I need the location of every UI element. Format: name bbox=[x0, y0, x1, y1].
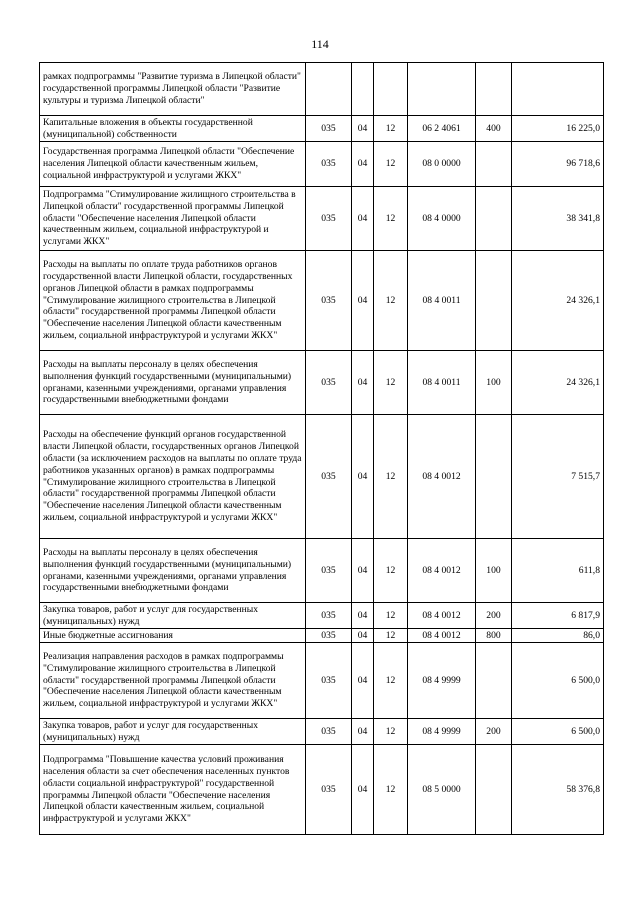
expense-type bbox=[476, 251, 512, 351]
section-code bbox=[352, 63, 374, 116]
table-row bbox=[40, 142, 604, 187]
target-article: 08 4 0011 bbox=[408, 251, 476, 351]
target-article: 08 5 0000 bbox=[408, 745, 476, 835]
admin-code: 035 bbox=[306, 745, 352, 835]
subsection-code: 12 bbox=[374, 187, 408, 251]
section-code: 04 bbox=[352, 603, 374, 629]
expense-type bbox=[476, 745, 512, 835]
subsection-code: 12 bbox=[374, 415, 408, 539]
admin-code: 035 bbox=[306, 539, 352, 603]
expense-type bbox=[476, 63, 512, 116]
target-article: 08 4 0012 bbox=[408, 539, 476, 603]
expense-type: 400 bbox=[476, 116, 512, 142]
amount: 58 376,8 bbox=[512, 745, 604, 835]
row-name: Подпрограмма "Повышение качества условий проживания населения области за счет обеспечения населенных пунктов области социальной инфраструктурой" государственной программы Липецкой области "Обеспечение населения Липецкой области качественным жильем, социальной инфраструктурой и услугами ЖКХ" bbox=[40, 745, 306, 835]
admin-code: 035 bbox=[306, 719, 352, 745]
budget-table bbox=[39, 62, 604, 835]
section-code: 04 bbox=[352, 539, 374, 603]
admin-code bbox=[306, 63, 352, 116]
amount: 6 500,0 bbox=[512, 643, 604, 719]
target-article: 06 2 4061 bbox=[408, 116, 476, 142]
amount: 6 500,0 bbox=[512, 719, 604, 745]
amount: 611,8 bbox=[512, 539, 604, 603]
expense-type: 100 bbox=[476, 539, 512, 603]
row-name: Реализация направления расходов в рамках подпрограммы "Стимулирование жилищного строительства в Липецкой области" государственной программы Липецкой области "Обеспечение населения Липецкой области качественным жильем, социальной инфраструктурой и услугами ЖКХ" bbox=[40, 643, 306, 719]
page-number: 114 bbox=[311, 37, 329, 51]
section-code: 04 bbox=[352, 745, 374, 835]
target-article: 08 4 9999 bbox=[408, 643, 476, 719]
amount: 24 326,1 bbox=[512, 351, 604, 415]
expense-type: 100 bbox=[476, 351, 512, 415]
section-code: 04 bbox=[352, 719, 374, 745]
target-article: 08 4 0012 bbox=[408, 603, 476, 629]
table-row bbox=[40, 351, 604, 415]
subsection-code: 12 bbox=[374, 719, 408, 745]
section-code: 04 bbox=[352, 351, 374, 415]
table-row bbox=[40, 63, 604, 116]
table-row bbox=[40, 415, 604, 539]
section-code: 04 bbox=[352, 116, 374, 142]
row-name: Расходы на выплаты персоналу в целях обеспечения выполнения функций государственными (муниципальными) органами, казенными учреждениями, органами управления государственными внебюджетными фондами bbox=[40, 351, 306, 415]
admin-code: 035 bbox=[306, 603, 352, 629]
admin-code: 035 bbox=[306, 116, 352, 142]
row-name: Подпрограмма "Стимулирование жилищного строительства в Липецкой области" государственной программы Липецкой области "Обеспечение населения Липецкой области качественным жильем, социальной инфраструктурой и услугами ЖКХ" bbox=[40, 187, 306, 251]
admin-code: 035 bbox=[306, 629, 352, 643]
table-row bbox=[40, 251, 604, 351]
target-article: 08 4 0000 bbox=[408, 187, 476, 251]
expense-type: 200 bbox=[476, 603, 512, 629]
expense-type: 200 bbox=[476, 719, 512, 745]
table-row bbox=[40, 539, 604, 603]
row-name: Расходы на выплаты по оплате труда работников органов государственной власти Липецкой области, государственных органов Липецкой области в рамках подпрограммы "Стимулирование жилищного строительства в Липецкой области" государственной программы Липецкой области "Обеспечение населения Липецкой области качественным жильем, социальной инфраструктурой и услугами ЖКХ" bbox=[40, 251, 306, 351]
table-row bbox=[40, 187, 604, 251]
subsection-code: 12 bbox=[374, 539, 408, 603]
subsection-code: 12 bbox=[374, 142, 408, 187]
section-code: 04 bbox=[352, 643, 374, 719]
row-name: Закупка товаров, работ и услуг для государственных (муниципальных) нужд bbox=[40, 719, 306, 745]
subsection-code: 12 bbox=[374, 643, 408, 719]
subsection-code: 12 bbox=[374, 629, 408, 643]
row-name: рамках подпрограммы "Развитие туризма в Липецкой области" государственной программы Липецкой области "Развитие культуры и туризма Липецкой области" bbox=[40, 63, 306, 116]
amount: 86,0 bbox=[512, 629, 604, 643]
amount: 7 515,7 bbox=[512, 415, 604, 539]
target-article: 08 4 0012 bbox=[408, 415, 476, 539]
admin-code: 035 bbox=[306, 415, 352, 539]
admin-code: 035 bbox=[306, 187, 352, 251]
admin-code: 035 bbox=[306, 643, 352, 719]
subsection-code: 12 bbox=[374, 745, 408, 835]
table-row bbox=[40, 629, 604, 643]
expense-type bbox=[476, 142, 512, 187]
table-row bbox=[40, 719, 604, 745]
admin-code: 035 bbox=[306, 251, 352, 351]
section-code: 04 bbox=[352, 251, 374, 351]
row-name: Государственная программа Липецкой области "Обеспечение населения Липецкой области качественным жильем, социальной инфраструктурой и услугами ЖКХ" bbox=[40, 142, 306, 187]
row-name: Иные бюджетные ассигнования bbox=[40, 629, 306, 643]
section-code: 04 bbox=[352, 415, 374, 539]
table-row bbox=[40, 116, 604, 142]
section-code: 04 bbox=[352, 187, 374, 251]
table-row bbox=[40, 643, 604, 719]
budget-table-body bbox=[40, 63, 604, 835]
amount: 24 326,1 bbox=[512, 251, 604, 351]
amount: 16 225,0 bbox=[512, 116, 604, 142]
table-row bbox=[40, 745, 604, 835]
target-article: 08 4 0011 bbox=[408, 351, 476, 415]
target-article: 08 4 0012 bbox=[408, 629, 476, 643]
row-name: Расходы на выплаты персоналу в целях обеспечения выполнения функций государственными (муниципальными) органами, казенными учреждениями, органами управления государственными внебюджетными фондами bbox=[40, 539, 306, 603]
row-name: Капитальные вложения в объекты государственной (муниципальной) собственности bbox=[40, 116, 306, 142]
expense-type: 800 bbox=[476, 629, 512, 643]
expense-type bbox=[476, 415, 512, 539]
section-code: 04 bbox=[352, 629, 374, 643]
section-code: 04 bbox=[352, 142, 374, 187]
row-name: Расходы на обеспечение функций органов государственной власти Липецкой области, государственных органов Липецкой области (за исключением расходов на выплаты по оплате труда работников указанных органов) в рамках подпрограммы "Стимулирование жилищного строительства в Липецкой области" государственной программы Липецкой области "Обеспечение населения Липецкой области качественным жильем, социальной инфраструктурой и услугами ЖКХ" bbox=[40, 415, 306, 539]
target-article: 08 0 0000 bbox=[408, 142, 476, 187]
target-article bbox=[408, 63, 476, 116]
subsection-code: 12 bbox=[374, 251, 408, 351]
amount: 6 817,9 bbox=[512, 603, 604, 629]
admin-code: 035 bbox=[306, 142, 352, 187]
subsection-code: 12 bbox=[374, 351, 408, 415]
amount: 38 341,8 bbox=[512, 187, 604, 251]
admin-code: 035 bbox=[306, 351, 352, 415]
expense-type bbox=[476, 643, 512, 719]
table-row bbox=[40, 603, 604, 629]
subsection-code: 12 bbox=[374, 603, 408, 629]
amount bbox=[512, 63, 604, 116]
subsection-code bbox=[374, 63, 408, 116]
amount: 96 718,6 bbox=[512, 142, 604, 187]
expense-type bbox=[476, 187, 512, 251]
target-article: 08 4 9999 bbox=[408, 719, 476, 745]
row-name: Закупка товаров, работ и услуг для государственных (муниципальных) нужд bbox=[40, 603, 306, 629]
subsection-code: 12 bbox=[374, 116, 408, 142]
